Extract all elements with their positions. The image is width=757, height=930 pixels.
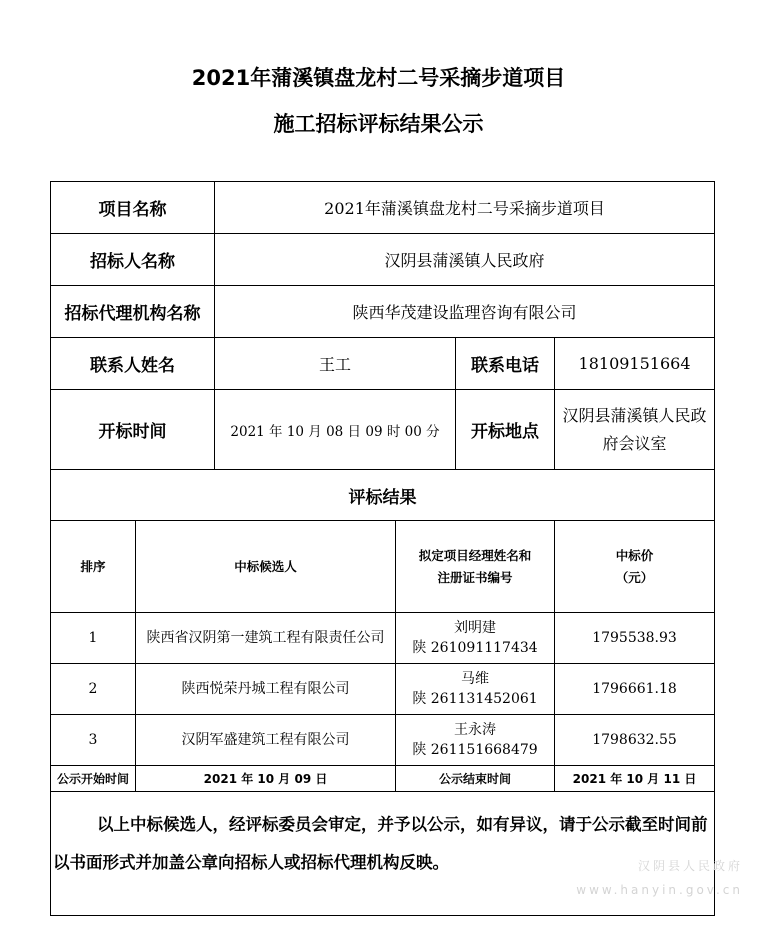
project-name-label: 项目名称 bbox=[51, 182, 215, 234]
manager-cert: 陕 261151668479 bbox=[412, 742, 538, 758]
table-row bbox=[51, 613, 715, 664]
open-place-value: 汉阴县蒲溪镇人民政府会议室 bbox=[555, 390, 715, 470]
agency-label: 招标代理机构名称 bbox=[51, 286, 215, 338]
price-cell: 1798632.55 bbox=[555, 715, 715, 766]
manager-name: 王永涛 bbox=[454, 722, 496, 738]
watermark-line2: www.hanyin.gov.cn bbox=[576, 883, 743, 897]
candidate-cell: 陕西省汉阴第一建筑工程有限责任公司 bbox=[136, 613, 396, 664]
manager-header-line1: 拟定项目经理姓名和 bbox=[418, 547, 532, 563]
open-time-label: 开标时间 bbox=[51, 390, 215, 470]
publicity-end-label: 公示结束时间 bbox=[396, 766, 555, 792]
result-section-title: 评标结果 bbox=[51, 470, 715, 521]
manager-cert: 陕 261131452061 bbox=[412, 691, 538, 707]
agency-value: 陕西华茂建设监理咨询有限公司 bbox=[215, 286, 715, 338]
manager-cert: 陕 261091117434 bbox=[412, 640, 538, 656]
table-row bbox=[51, 664, 715, 715]
manager-name: 刘明建 bbox=[454, 620, 496, 636]
project-name-value: 2021年蒲溪镇盘龙村二号采摘步道项目 bbox=[215, 182, 715, 234]
phone-label: 联系电话 bbox=[456, 338, 555, 390]
price-header bbox=[555, 521, 715, 613]
bid-result-table bbox=[50, 181, 715, 916]
rank-cell: 3 bbox=[51, 715, 136, 766]
candidate-header: 中标候选人 bbox=[136, 521, 396, 613]
candidate-cell: 陕西悦荣丹城工程有限公司 bbox=[136, 664, 396, 715]
notice-text: 以上中标候选人，经评标委员会审定，并予以公示，如有异议，请于公示截至时间前以书面形式并加盖公章向招标人或招标代理机构反映。 bbox=[53, 815, 708, 872]
publicity-start-value: 2021 年 10 月 09 日 bbox=[136, 766, 396, 792]
table-row bbox=[51, 715, 715, 766]
manager-cell bbox=[396, 715, 555, 766]
manager-header bbox=[396, 521, 555, 613]
price-header-line1: 中标价 bbox=[615, 547, 654, 563]
document-title: 2021年蒲溪镇盘龙村二号采摘步道项目 bbox=[191, 66, 566, 90]
open-place-label: 开标地点 bbox=[456, 390, 555, 470]
tenderer-label: 招标人名称 bbox=[51, 234, 215, 286]
phone-value: 18109151664 bbox=[555, 338, 715, 390]
manager-cell bbox=[396, 664, 555, 715]
watermark bbox=[576, 854, 743, 902]
price-header-line2: （元） bbox=[615, 569, 654, 585]
rank-cell: 1 bbox=[51, 613, 136, 664]
open-time-value: 2021 年 10 月 08 日 09 时 00 分 bbox=[215, 390, 456, 470]
price-cell: 1796661.18 bbox=[555, 664, 715, 715]
rank-cell: 2 bbox=[51, 664, 136, 715]
watermark-line1: 汉阴县人民政府 bbox=[637, 859, 743, 873]
manager-name: 马维 bbox=[461, 671, 489, 687]
manager-cell bbox=[396, 613, 555, 664]
candidate-cell: 汉阴军盛建筑工程有限公司 bbox=[136, 715, 396, 766]
price-cell: 1795538.93 bbox=[555, 613, 715, 664]
contact-value: 王工 bbox=[215, 338, 456, 390]
document-subtitle: 施工招标评标结果公示 bbox=[273, 112, 484, 136]
rank-header: 排序 bbox=[51, 521, 136, 613]
publicity-end-value: 2021 年 10 月 11 日 bbox=[555, 766, 715, 792]
publicity-start-label: 公示开始时间 bbox=[51, 766, 136, 792]
contact-label: 联系人姓名 bbox=[51, 338, 215, 390]
tenderer-value: 汉阴县蒲溪镇人民政府 bbox=[215, 234, 715, 286]
manager-header-line2: 注册证书编号 bbox=[437, 569, 513, 585]
